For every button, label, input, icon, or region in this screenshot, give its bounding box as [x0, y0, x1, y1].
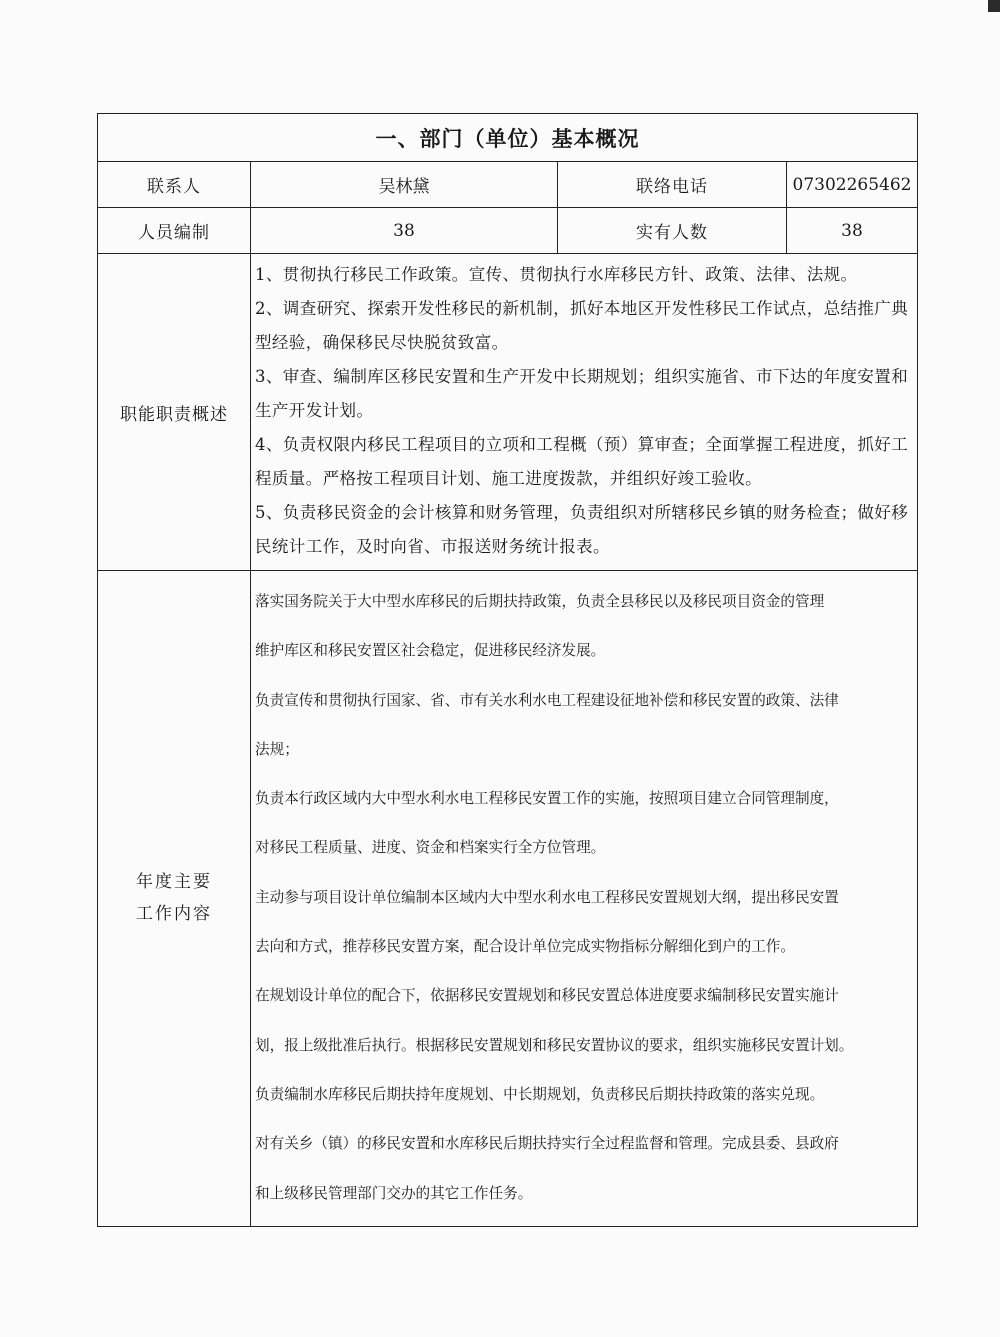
- contact-row: [98, 162, 918, 208]
- duty-item: 2、调查研究、探索开发性移民的新机制，抓好本地区开发性移民工作试点，总结推广典型经验，确保移民尽快脱贫致富。: [255, 299, 909, 352]
- phone-label: 联络电话: [558, 162, 787, 208]
- contact-label: 联系人: [98, 162, 251, 208]
- work-line: 维护库区和移民安置区社会稳定，促进移民经济发展。: [255, 642, 606, 660]
- work-line: 对有关乡（镇）的移民安置和水库移民后期扶持实行全过程监督和管理。完成县委、县政府: [255, 1135, 839, 1153]
- scan-corner-mark: [988, 0, 1000, 12]
- staffing-value: 38: [251, 208, 558, 254]
- table-title: 一、部门（单位）基本概况: [98, 114, 918, 162]
- duty-item: 5、负责移民资金的会计核算和财务管理，负责组织对所辖移民乡镇的财务检查；做好移民统计工作，及时向省、市报送财务统计报表。: [255, 503, 909, 556]
- work-line: 负责本行政区域内大中型水利水电工程移民安置工作的实施，按照项目建立合同管理制度，: [255, 790, 839, 808]
- annual-work-label-line2: 工作内容: [136, 904, 212, 925]
- work-line: 和上级移民管理部门交办的其它工作任务。: [255, 1184, 533, 1202]
- work-line: 主动参与项目设计单位编制本区域内大中型水利水电工程移民安置规划大纲，提出移民安置: [255, 888, 839, 906]
- annual-work-row: [98, 571, 918, 1227]
- duty-item: 3、审查、编制库区移民安置和生产开发中长期规划；组织实施省、市下达的年度安置和生产开发计划。: [255, 367, 909, 420]
- work-line: 负责编制水库移民后期扶持年度规划、中长期规划，负责移民后期扶持政策的落实兑现。: [255, 1085, 825, 1103]
- annual-work-content: [251, 571, 918, 1227]
- actual-count-value: 38: [787, 208, 918, 254]
- duty-item: 4、负责权限内移民工程项目的立项和工程概（预）算审查；全面掌握工程进度，抓好工程质量。严格按工程项目计划、施工进度拨款，并组织好竣工验收。: [255, 435, 909, 488]
- work-line: 对移民工程质量、进度、资金和档案实行全方位管理。: [255, 839, 606, 857]
- duties-row: [98, 254, 918, 571]
- annual-work-label: [98, 571, 251, 1227]
- annual-work-label-line1: 年度主要: [136, 872, 212, 893]
- staffing-label: 人员编制: [98, 208, 251, 254]
- phone-value: 07302265462: [787, 162, 918, 208]
- duty-item: 1、贯彻执行移民工作政策。宣传、贯彻执行水库移民方针、政策、法律、法规。: [255, 265, 858, 284]
- basic-info-table: [97, 113, 918, 1227]
- work-line: 在规划设计单位的配合下，依据移民安置规划和移民安置总体进度要求编制移民安置实施计: [255, 987, 839, 1005]
- work-line: 去向和方式，推荐移民安置方案，配合设计单位完成实物指标分解细化到户的工作。: [255, 938, 795, 956]
- work-line: 负责宣传和贯彻执行国家、省、市有关水利水电工程建设征地补偿和移民安置的政策、法律: [255, 691, 839, 709]
- contact-value: 吴林黛: [251, 162, 558, 208]
- work-line: 落实国务院关于大中型水库移民的后期扶持政策，负责全县移民以及移民项目资金的管理: [255, 593, 825, 610]
- duties-label: 职能职责概述: [98, 254, 251, 571]
- actual-count-label: 实有人数: [558, 208, 787, 254]
- work-line: 法规；: [255, 740, 299, 758]
- duties-content: [251, 254, 918, 571]
- work-line: 划，报上级批准后执行。根据移民安置规划和移民安置协议的要求，组织实施移民安置计划。: [255, 1036, 854, 1054]
- title-row: [98, 114, 918, 162]
- staffing-row: [98, 208, 918, 254]
